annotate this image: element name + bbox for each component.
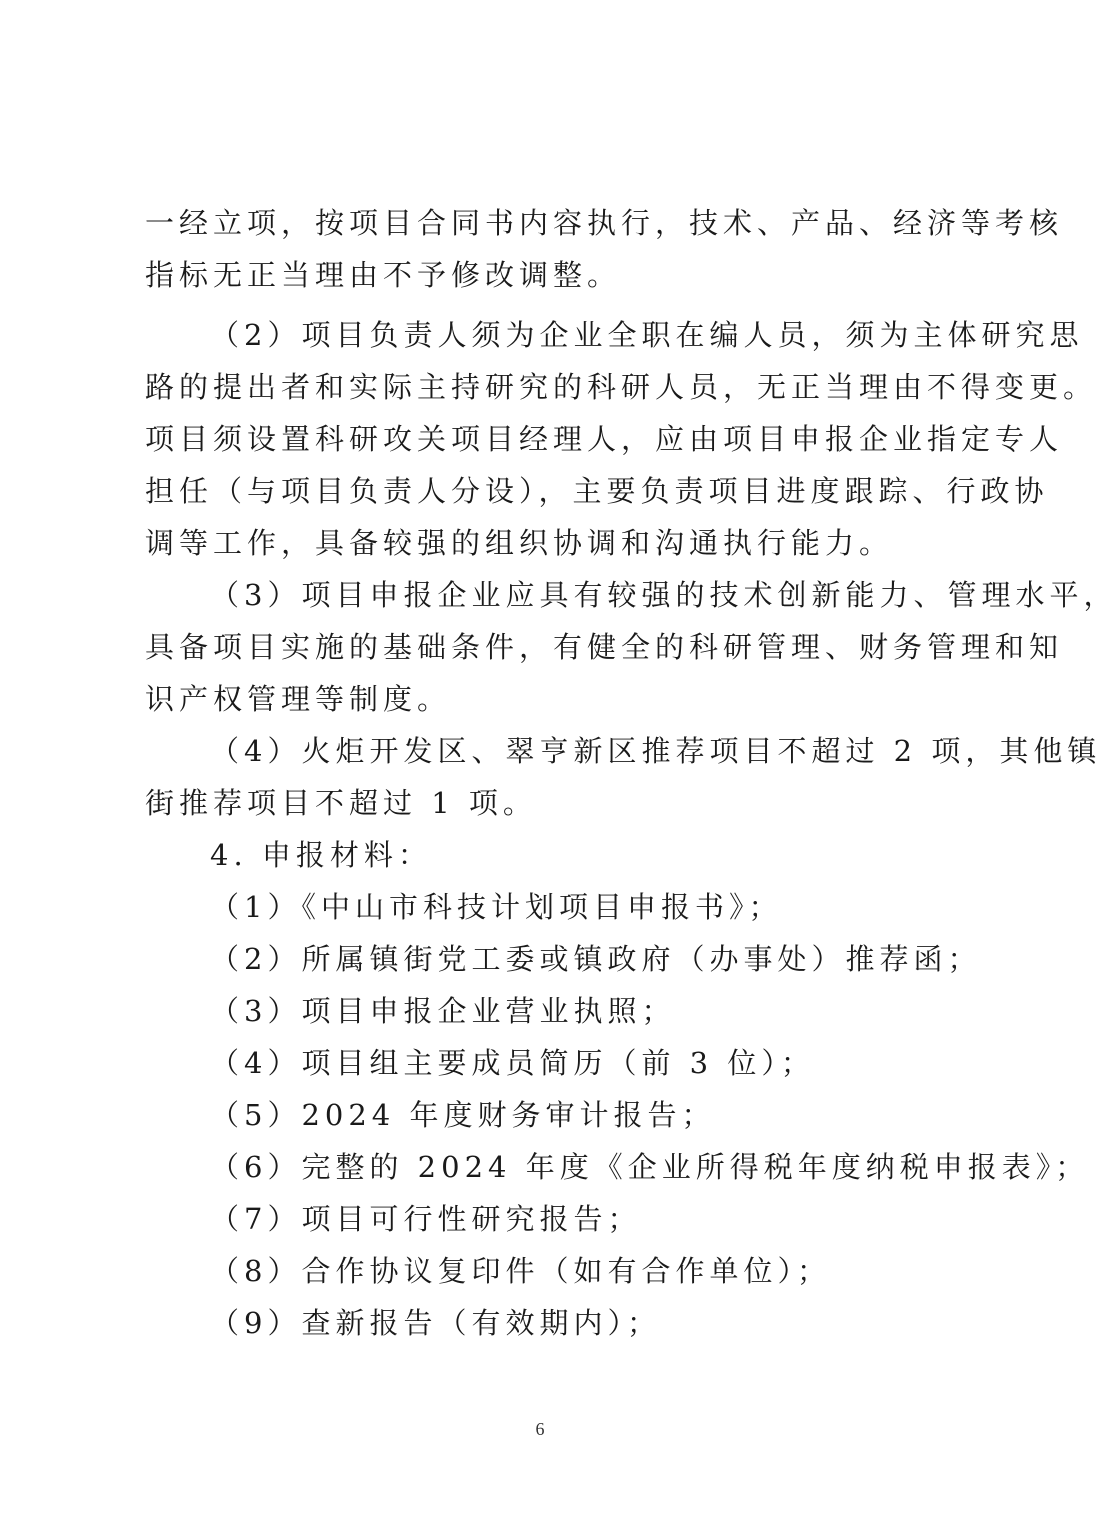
text-line-11: （4）火炬开发区、翠亨新区推荐项目不超过 2 项，其他镇 bbox=[210, 734, 1102, 768]
text-line-6: 担任（与项目负责人分设），主要负责项目进度跟踪、行政协 bbox=[145, 474, 1049, 508]
material-item-6: （6）完整的 2024 年度《企业所得税年度纳税申报表》； bbox=[210, 1150, 1090, 1184]
text-line-10: 识产权管理等制度。 bbox=[145, 682, 452, 716]
text-line-9: 具备项目实施的基础条件，有健全的科研管理、财务管理和知 bbox=[145, 630, 1064, 664]
text-line-1: 一经立项，按项目合同书内容执行，技术、产品、经济等考核 bbox=[145, 206, 1064, 240]
text-line-3: （2）项目负责人须为企业全职在编人员，须为主体研究思 bbox=[210, 318, 1084, 352]
material-item-7: （7）项目可行性研究报告； bbox=[210, 1202, 642, 1236]
material-item-8: （8）合作协议复印件（如有合作单位）； bbox=[210, 1254, 831, 1288]
text-line-12: 街推荐项目不超过 1 项。 bbox=[145, 786, 537, 820]
material-item-3: （3）项目申报企业营业执照； bbox=[210, 994, 676, 1028]
text-line-7: 调等工作，具备较强的组织协调和沟通执行能力。 bbox=[145, 526, 894, 560]
page-number: 6 bbox=[535, 1419, 545, 1439]
material-item-9: （9）查新报告（有效期内）； bbox=[210, 1306, 661, 1340]
material-item-2: （2）所属镇街党工委或镇政府（办事处）推荐函； bbox=[210, 942, 982, 976]
material-item-1: （1）《中山市科技计划项目申报书》； bbox=[210, 890, 783, 924]
text-line-4: 路的提出者和实际主持研究的科研人员，无正当理由不得变更。 bbox=[145, 370, 1098, 404]
section-heading: 4. 申报材料： bbox=[210, 838, 432, 872]
material-item-4: （4）项目组主要成员简历（前 3 位）； bbox=[210, 1046, 815, 1080]
text-line-5: 项目须设置科研攻关项目经理人，应由项目申报企业指定专人 bbox=[145, 422, 1064, 456]
text-line-8: （3）项目申报企业应具有较强的技术创新能力、管理水平， bbox=[210, 578, 1117, 612]
material-item-5: （5）2024 年度财务审计报告； bbox=[210, 1098, 716, 1132]
text-line-2: 指标无正当理由不予修改调整。 bbox=[145, 258, 622, 292]
